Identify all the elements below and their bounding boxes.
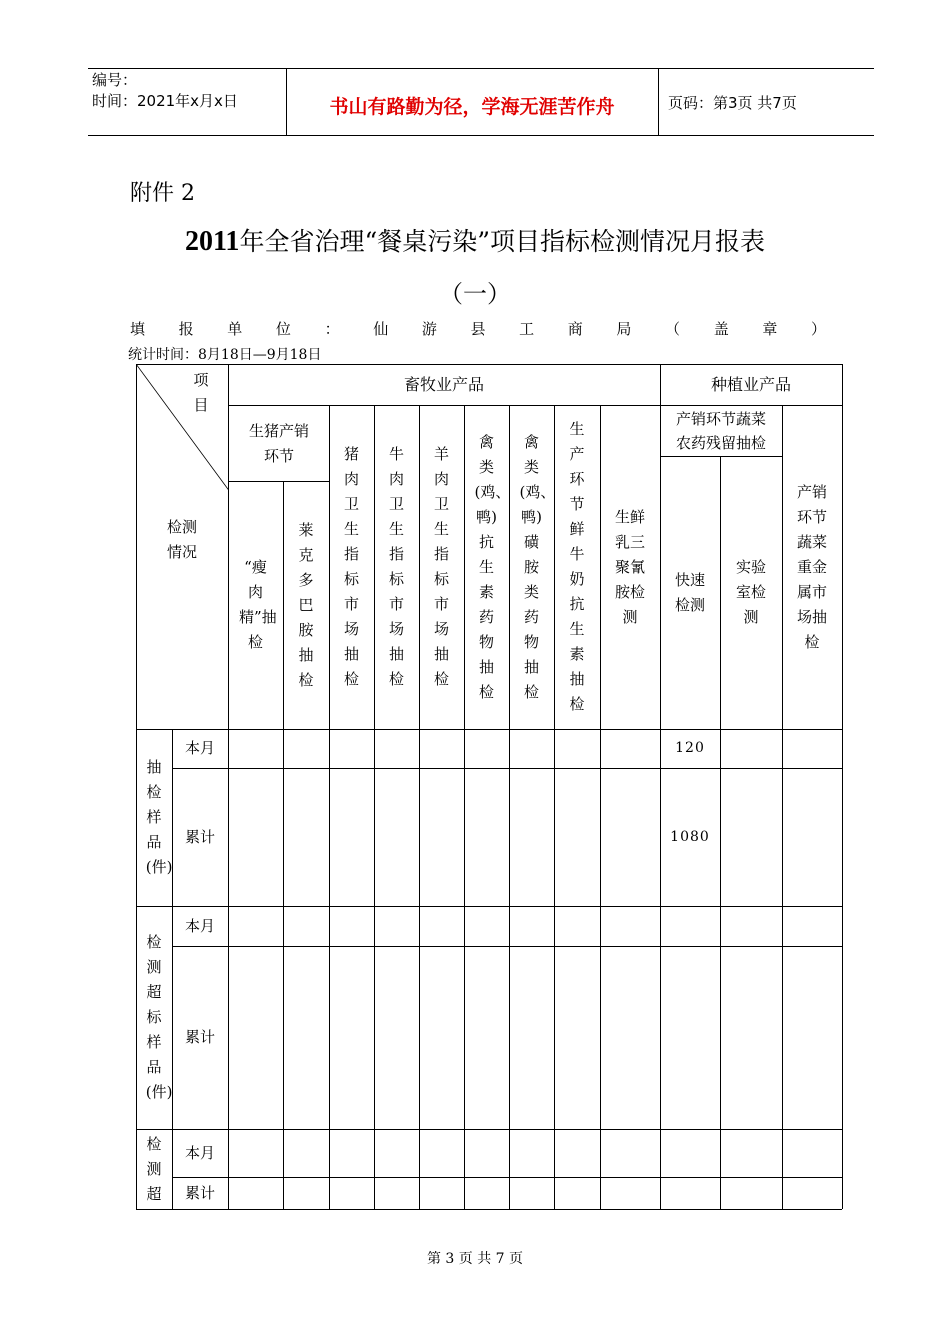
- header-top-rule: [88, 68, 874, 69]
- row-exceed-cumulative: 累计: [184, 1028, 215, 1046]
- document-title: [0, 222, 950, 258]
- row-sample-this-month: 本月: [184, 739, 215, 757]
- row-exceed2-cumulative: 累计: [184, 1183, 215, 1202]
- col-lab-test: 实验室检测: [735, 558, 766, 626]
- col-poultry-sulfa: 禽类(鸡、鸭)磺胺类药物抽检: [519, 432, 556, 701]
- page-footer: 第 3 页 共 7 页: [426, 1251, 524, 1267]
- fill-char: 游: [421, 320, 437, 338]
- row-exceed2-this-month: 本月: [184, 1143, 215, 1162]
- col-melamine: 生鲜乳三聚氰胺检测: [614, 507, 645, 626]
- group-plant: 种植业产品: [710, 375, 791, 394]
- fill-char: ）: [810, 320, 826, 338]
- row-exceed-this-month: 本月: [184, 916, 215, 935]
- row-sample-cumulative: 累计: [184, 827, 215, 846]
- title-year: 2011: [184, 226, 240, 257]
- group-livestock: 畜牧业产品: [403, 375, 484, 394]
- col-rapid-test: 快速检测: [674, 570, 705, 614]
- document-subtitle: （一）: [439, 280, 511, 308]
- header-bottom-rule: [88, 135, 874, 136]
- fill-char: 章: [762, 320, 778, 338]
- rapid-this-month-value: 120: [675, 740, 705, 756]
- col-pork: 猪肉卫生指标市场抽检: [343, 445, 359, 688]
- fill-char: 单: [227, 320, 243, 338]
- col-mutton: 羊肉卫生指标市场抽检: [433, 445, 449, 688]
- fill-char: 县: [470, 320, 486, 338]
- header-page-label: 页码：第3页 共7页: [668, 94, 797, 112]
- corner-check-label: 检测情况: [166, 518, 197, 561]
- header-motto: 书山有路勤为径，学海无涯苦作舟: [329, 96, 615, 118]
- fill-char: 局: [616, 320, 632, 338]
- fill-char: 商: [567, 320, 583, 338]
- veg-pesticide-header: 产销环节蔬菜农药残留抽检: [675, 409, 766, 452]
- col-heavy-metal: 产销环节蔬菜重金属市场抽检: [796, 482, 827, 651]
- fill-char: 位: [275, 320, 291, 338]
- title-text: 年全省治理“餐桌污染”项目指标检测情况月报表: [239, 227, 766, 256]
- col-milk-antibiotic: 生产环节鲜牛奶抗生素抽检: [569, 420, 585, 713]
- statistics-period: 统计时间：8月18日—9月18日: [128, 347, 322, 363]
- row-sample-header: 抽检样品(件): [145, 758, 173, 876]
- fill-char: 盖: [713, 320, 729, 338]
- header-divider-right: [658, 68, 659, 136]
- fill-char: 报: [178, 320, 194, 338]
- fill-char: 填: [130, 320, 146, 338]
- col-poultry-antibiotic: 禽类(鸡、鸭)抗生素药物抽检: [474, 432, 511, 701]
- attachment-label: 附件 2: [130, 181, 195, 206]
- doc-time-label: 时间：2021年x月x日: [92, 92, 238, 110]
- row-exceed-header: 检测超标样品(件): [145, 933, 173, 1101]
- fill-char: （: [665, 320, 681, 338]
- rapid-cumulative-value: 1080: [670, 828, 710, 845]
- row-exceed2-header: 检测超: [146, 1134, 162, 1203]
- fill-unit-line: [130, 318, 826, 339]
- fill-char: 仙: [373, 320, 389, 338]
- col-clenbuterol: “瘦肉精”抽检: [239, 558, 277, 651]
- pig-chain-header: 生猪产销环节: [248, 422, 309, 465]
- fill-char: ：: [324, 320, 340, 338]
- fill-char: 工: [519, 320, 535, 338]
- doc-number-label: 编号：: [92, 71, 138, 89]
- corner-item-label: 项目: [193, 371, 209, 414]
- col-beef: 牛肉卫生指标市场抽检: [388, 445, 404, 688]
- col-ractopamine: 莱克多巴胺抽检: [298, 520, 314, 689]
- header-meta: [92, 70, 238, 112]
